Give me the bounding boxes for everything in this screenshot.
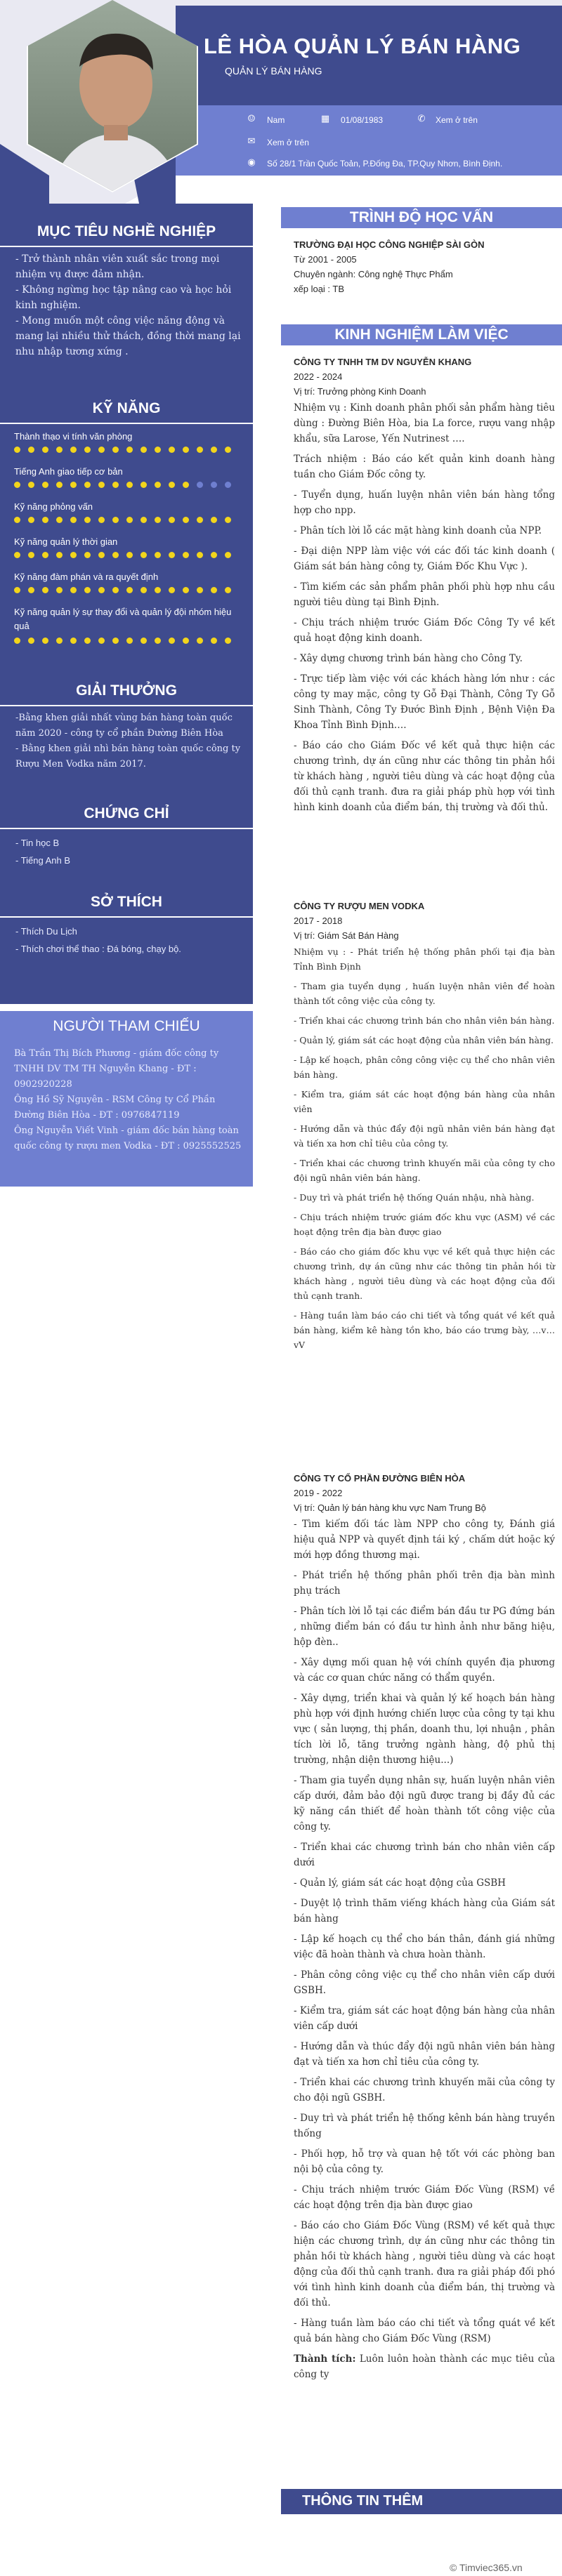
skill-dot bbox=[56, 587, 63, 593]
divider bbox=[0, 828, 253, 829]
job-position: Vị trí: Quản lý bán hàng khu vực Nam Trung Bộ bbox=[294, 1502, 486, 1513]
hobbies-title: SỞ THÍCH bbox=[91, 894, 162, 910]
skill-dot bbox=[197, 517, 203, 523]
job-duty-line: - Lập kế hoạch, phân công công việc cụ thể cho nhân viên bán hàng. bbox=[294, 1055, 555, 1080]
skill-dot bbox=[197, 482, 203, 488]
skill-dot bbox=[169, 638, 175, 644]
skill-dot bbox=[42, 638, 48, 644]
skill-dot bbox=[140, 552, 147, 558]
job-duty-line: - Quản lý, giám sát các hoạt động của GSBH bbox=[294, 1877, 506, 1889]
references-title: NGƯỜI THAM CHIẾU bbox=[53, 1018, 200, 1034]
skill-label: Kỹ năng đàm phán và ra quyết định bbox=[14, 572, 159, 582]
skill-dot bbox=[155, 552, 161, 558]
skill-dot bbox=[112, 638, 119, 644]
skill-dot bbox=[126, 482, 133, 488]
extra-title: THÔNG TIN THÊM bbox=[302, 2493, 424, 2509]
skills-title: KỸ NĂNG bbox=[92, 400, 161, 416]
skill-dot bbox=[225, 482, 231, 488]
skill-dot bbox=[140, 638, 147, 644]
skill-dot bbox=[225, 638, 231, 644]
certificate-line: - Tin học B bbox=[15, 838, 60, 848]
job-block bbox=[294, 355, 555, 820]
skill-dot bbox=[183, 587, 189, 593]
skill-dot bbox=[84, 552, 91, 558]
skill-dot bbox=[56, 638, 63, 644]
job-company: CÔNG TY CỔ PHẦN ĐƯỜNG BIÊN HÒA bbox=[294, 1473, 466, 1484]
job-duty-line: - Duy trì và phát triển hệ thống kênh bán hàng truyền thống bbox=[294, 2113, 555, 2139]
objective-line: - Trở thành nhân viên xuất sắc trong mọi nhiệm vụ được đảm nhận. bbox=[15, 253, 220, 280]
skill-dot bbox=[28, 552, 34, 558]
skill-label: Kỹ năng quản lý thời gian bbox=[14, 536, 118, 547]
job-duty-line: - Phân tích lời lỗ tại các điểm bán đầu tư PG đứng bán , những điểm bán có đầu tư hình ảnh như băng hiệu, hộp đèn.. bbox=[294, 1606, 555, 1648]
skill-label: Thành thạo vi tính văn phòng bbox=[14, 431, 133, 442]
job-duty-line: - Hàng tuần làm báo cáo chi tiết và tổng quát về kết quả bán hàng, kiểm kê hàng tồn kho, báo cáo trưng bày, …v…vV bbox=[294, 1310, 555, 1350]
job-duty-line: - Báo cáo cho Giám Đốc về kết quả thực hiện các chương trình, dự án cũng như các thông tin phản hồi từ khách hàng , người tiêu dùng và các hoạt động của đối thủ cạnh tranh. đưa ra giải pháp phù hợp với tình hình kinh doanh của điểm bán, thị trường và đối thủ. bbox=[294, 740, 555, 813]
skill-dot bbox=[225, 587, 231, 593]
skill-rating bbox=[14, 587, 246, 594]
skill-dot bbox=[169, 517, 175, 523]
skill-dot bbox=[126, 517, 133, 523]
skill-dot bbox=[56, 447, 63, 453]
avatar bbox=[21, 0, 204, 197]
objective-title: MỤC TIÊU NGHỀ NGHIỆP bbox=[37, 223, 216, 239]
job-duties bbox=[294, 400, 555, 815]
job-duty-line: Nhiệm vụ : - Phát triển hệ thống phân phối tại địa bàn Tỉnh Bình Định bbox=[294, 946, 555, 972]
skill-dot bbox=[56, 552, 63, 558]
job-duty-line: - Phát triển hệ thống phân phối trên địa bàn mình phụ trách bbox=[294, 1570, 555, 1597]
hobby-line: - Thích Du Lịch bbox=[15, 926, 77, 937]
reference-line: Bà Trần Thị Bích Phương - giám đốc công ty TNHH DV TM TH Nguyễn Khang - ĐT : 0902920228 bbox=[14, 1048, 219, 1090]
reference-line: Ông Nguyễn Viết Vinh - giám đốc bán hàng toàn quốc công ty rượu men Vodka - ĐT : 0925552525 bbox=[14, 1125, 242, 1151]
candidate-role: QUẢN LÝ BÁN HÀNG bbox=[225, 65, 322, 77]
skill-dot bbox=[70, 447, 77, 453]
skill-dot bbox=[14, 552, 20, 558]
skill-dot bbox=[140, 517, 147, 523]
skill-dot bbox=[84, 482, 91, 488]
job-duty-line: - Hướng dẫn và thúc đẩy đội ngũ nhân viên bán hàng đạt và tiến xa hơn chỉ tiêu của công ty. bbox=[294, 2041, 555, 2068]
left-column bbox=[0, 204, 253, 2576]
skill-dot bbox=[70, 638, 77, 644]
skill-dot bbox=[98, 517, 105, 523]
skill-dot bbox=[211, 587, 217, 593]
award-line: - Bằng khen giải nhì bán hàng toàn quốc công ty Rượu Men Vodka năm 2017. bbox=[15, 744, 241, 770]
education-grade: xếp loại : TB bbox=[294, 284, 345, 294]
skill-dot bbox=[169, 552, 175, 558]
skill-dot bbox=[84, 517, 91, 523]
skill-dot bbox=[112, 482, 119, 488]
job-duty-line: - Tìm kiếm các sản phẩm phân phối phù hợp nhu cầu người tiêu dùng tại Bình Định. bbox=[294, 581, 555, 608]
skill-dot bbox=[98, 587, 105, 593]
job-duty-line: - Hướng dẫn và thúc đẩy đội ngũ nhân viên bán hàng đạt và tiến xa hơn chỉ tiêu của công ty. bbox=[294, 1123, 555, 1149]
skill-dot bbox=[14, 517, 20, 523]
job-period: 2019 - 2022 bbox=[294, 1488, 343, 1498]
education-period: Từ 2001 - 2005 bbox=[294, 254, 357, 265]
skill-dot bbox=[126, 447, 133, 453]
skill-dot bbox=[155, 447, 161, 453]
skill-dot bbox=[155, 638, 161, 644]
skill-dot bbox=[112, 447, 119, 453]
job-duty-line: - Quản lý, giám sát các hoạt động của nhân viên bán hàng. bbox=[294, 1035, 554, 1045]
award-line: -Bằng khen giải nhất vùng bán hàng toàn quốc năm 2020 - công ty cổ phần Đường Biên Hòa bbox=[15, 713, 233, 739]
job-duty-line: - Tuyển dụng, huấn luyện nhân viên bán hàng tổng hợp cho npp. bbox=[294, 489, 555, 516]
skill-dot bbox=[225, 447, 231, 453]
gender-value: Nam bbox=[267, 115, 285, 125]
skill-dot bbox=[126, 552, 133, 558]
achievement bbox=[294, 2351, 555, 2382]
education-title: TRÌNH ĐỘ HỌC VẤN bbox=[349, 209, 494, 225]
job-duty-line: - Phân công công việc cụ thể cho nhân viên cấp dưới GSBH. bbox=[294, 1969, 555, 1996]
skill-dot bbox=[126, 638, 133, 644]
job-duty-line: - Kiểm tra, giám sát các hoạt động bán hàng của nhân viên cấp dưới bbox=[294, 2005, 555, 2032]
skill-rating bbox=[14, 638, 246, 645]
school-name: TRƯỜNG ĐẠI HỌC CÔNG NGHIỆP SÀI GÒN bbox=[294, 239, 485, 250]
skill-dot bbox=[42, 447, 48, 453]
job-duty-line: - Xây dựng, triển khai và quản lý kế hoạch bán hàng phù hợp với định hướng chiến lược của công ty tại khu vực ( sản lượng, thị phần, doanh thu, lợi nhuận , phân tích lời lỗ, tăng trưởng ngành hàng, độ phủ thị trường, nhận diện thương hiệu...) bbox=[294, 1693, 555, 1766]
certificates-text bbox=[15, 834, 242, 869]
skill-dot bbox=[197, 638, 203, 644]
job-duty-line: - Tham gia tuyển dụng , huấn luyện nhân viên để hoàn thành tốt công việc của công ty. bbox=[294, 981, 555, 1006]
candidate-name: LÊ HÒA QUẢN LÝ BÁN HÀNG bbox=[204, 34, 521, 58]
skill-dot bbox=[155, 517, 161, 523]
skill-dot bbox=[225, 552, 231, 558]
skill-label: Tiếng Anh giao tiếp cơ bản bbox=[14, 466, 123, 477]
job-duty-line: - Xây dựng chương trình bán hàng cho Công Ty. bbox=[294, 653, 523, 664]
skill-dot bbox=[112, 552, 119, 558]
skill-dot bbox=[70, 587, 77, 593]
skill-dot bbox=[155, 587, 161, 593]
user-icon: ☺ bbox=[247, 114, 256, 124]
skill-dot bbox=[70, 552, 77, 558]
job-duty-line: - Kiểm tra, giám sát các hoạt động bán hàng của nhân viên bbox=[294, 1089, 555, 1114]
job-duties bbox=[294, 944, 555, 1352]
skill-dot bbox=[211, 447, 217, 453]
skill-dot bbox=[56, 482, 63, 488]
job-duty-line: - Triển khai các chương trình bán cho nhân viên cấp dưới bbox=[294, 1842, 555, 1868]
job-duty-line: - Triển khai các chương trình bán cho nhân viên bán hàng. bbox=[294, 1015, 555, 1026]
skill-dot bbox=[211, 517, 217, 523]
achievement-text: Luôn luôn hoàn thành các mục tiêu của công ty bbox=[294, 2353, 556, 2380]
skill-dot bbox=[42, 482, 48, 488]
job-period: 2017 - 2018 bbox=[294, 916, 343, 926]
job-company: CÔNG TY TNHH TM DV NGUYỄN KHANG bbox=[294, 357, 472, 367]
job-duty-line: - Triển khai các chương trình khuyến mãi của công ty cho đội ngũ GSBH. bbox=[294, 2077, 555, 2103]
certificate-line: - Tiếng Anh B bbox=[15, 855, 71, 866]
job-duty-line: - Tham gia tuyển dụng nhân sự, huấn luyện nhân viên cấp dưới, đảm bảo đội ngũ được trang bị đầy đủ các kỹ năng cần thiết để hoàn thành tốt công việc của công ty. bbox=[294, 1775, 555, 1832]
skill-rating bbox=[14, 552, 246, 559]
job-duty-line: - Chịu trách nhiệm trước giám đốc khu vực (ASM) về các hoạt động trên địa bàn được giao bbox=[294, 1212, 555, 1237]
job-duty-line: - Đại diện NPP làm việc với các đối tác kinh doanh ( Giám sát bán hàng công ty, Giám Đốc Khu Vực ). bbox=[294, 546, 555, 572]
skill-label: Kỹ năng phỏng vấn bbox=[14, 501, 93, 512]
job-duty-line: - Báo cáo cho giám đốc khu vực về kết quả thực hiện các chương trình, dự án cũng như các thông tin phản hồi từ khách hàng , người tiêu dùng và các hoạt động của đối thủ cạnh tranh. bbox=[294, 1246, 555, 1301]
job-block bbox=[294, 899, 555, 1357]
footer-credit: © Timviec365.vn bbox=[450, 2562, 523, 2573]
job-duty-line: - Chịu trách nhiệm trước Giám Đốc Vùng (RSM) về các hoạt động trên địa bàn được giao bbox=[294, 2184, 555, 2211]
skill-dot bbox=[98, 552, 105, 558]
skill-dot bbox=[42, 587, 48, 593]
skill-rating bbox=[14, 517, 246, 524]
skill-dot bbox=[98, 447, 105, 453]
skill-dot bbox=[98, 482, 105, 488]
skill-dot bbox=[169, 447, 175, 453]
awards-text bbox=[15, 711, 242, 772]
birthday-value: 01/08/1983 bbox=[341, 115, 384, 125]
job-duty-line: Trách nhiệm : Báo cáo kết quản kinh doanh hàng tuần cho Giám Đốc công ty. bbox=[294, 454, 555, 480]
skill-dot bbox=[155, 482, 161, 488]
education-major: Chuyên ngành: Công nghệ Thực Phẩm bbox=[294, 269, 453, 279]
divider bbox=[0, 916, 253, 918]
skill-dot bbox=[42, 517, 48, 523]
job-duties bbox=[294, 1517, 555, 2346]
job-duty-line: - Báo cáo cho Giám Đốc Vùng (RSM) về kết quả thực hiện các chương trình, dự án cũng như các thông tin phản hồi từ khách hàng , người tiêu dùng và các hoạt động của đối thủ cạnh tranh. đưa ra giải pháp đối phó với tình hình kinh doanh của điểm bán, thị trường và đối thủ. bbox=[294, 2220, 555, 2309]
skill-dot bbox=[183, 517, 189, 523]
skill-rating bbox=[14, 447, 246, 454]
skill-dot bbox=[28, 447, 34, 453]
skill-dot bbox=[28, 482, 34, 488]
divider bbox=[0, 246, 253, 247]
job-duty-line: - Lập kế hoạch cụ thể cho bán thân, đánh giá những việc đã hoàn thành và chưa hoàn thành. bbox=[294, 1934, 555, 1960]
skill-dot bbox=[197, 447, 203, 453]
skill-dot bbox=[183, 638, 189, 644]
skill-dot bbox=[70, 482, 77, 488]
references-text bbox=[14, 1046, 246, 1154]
skill-dot bbox=[14, 638, 20, 644]
header bbox=[0, 0, 562, 204]
skill-dot bbox=[84, 447, 91, 453]
skill-dot bbox=[225, 517, 231, 523]
skill-dot bbox=[14, 587, 20, 593]
job-duty-line: - Hàng tuần làm báo cáo chi tiết và tổng quát về kết quả bán hàng cho Giám Đốc Vùng (RSM) bbox=[294, 2318, 555, 2344]
job-duty-line: - Chịu trách nhiệm trước Giám Đốc Công Ty về kết quả hoạt động kinh doanh. bbox=[294, 617, 555, 644]
job-block bbox=[294, 1471, 555, 2387]
skill-dot bbox=[112, 517, 119, 523]
skill-dot bbox=[169, 587, 175, 593]
email-icon: ✉ bbox=[247, 136, 256, 147]
objective-line: - Không ngừng học tập nâng cao và học hỏi kinh nghiệm. bbox=[15, 284, 232, 311]
skill-label: Kỹ năng quản lý sự thay đổi và quản lý đội nhóm hiệu quả bbox=[14, 607, 232, 631]
skill-dot bbox=[140, 587, 147, 593]
job-duty-line: - Phân tích lời lỗ các mặt hàng kinh doanh của NPP. bbox=[294, 525, 542, 536]
skill-dot bbox=[14, 482, 20, 488]
location-icon: ◉ bbox=[247, 157, 256, 168]
skill-dot bbox=[211, 552, 217, 558]
achievement-label: Thành tích: bbox=[294, 2353, 356, 2365]
skill-dot bbox=[84, 638, 91, 644]
skill-dot bbox=[84, 587, 91, 593]
skill-dot bbox=[126, 587, 133, 593]
job-duty-line: - Duy trì và phát triển hệ thống Quán nhậu, nhà hàng. bbox=[294, 1192, 535, 1203]
skill-dot bbox=[112, 587, 119, 593]
job-company: CÔNG TY RƯỢU MEN VODKA bbox=[294, 901, 425, 911]
experience-title: KINH NGHIỆM LÀM VIỆC bbox=[334, 326, 509, 343]
skill-dot bbox=[183, 447, 189, 453]
skill-dot bbox=[211, 482, 217, 488]
objective-line: - Mong muốn một công việc năng động và mang lại nhiều thử thách, đồng thời mang lại nhu nhập tương xứng . bbox=[15, 315, 241, 357]
skill-dot bbox=[211, 638, 217, 644]
job-duty-line: Nhiệm vụ : Kinh doanh phân phối sản phẩm hàng tiêu dùng : Đường Biên Hòa, bia La force, rượu vang nhập khẩu, sữa Larose, Yến Nutrinest …. bbox=[294, 402, 555, 444]
skill-dot bbox=[140, 447, 147, 453]
divider bbox=[0, 423, 253, 424]
job-duty-line: - Xây dựng mối quan hệ với chính quyền địa phương và các cơ quan chức năng có thẩm quyền. bbox=[294, 1657, 555, 1684]
job-duty-line: - Triển khai các chương trình khuyến mãi của công ty cho đội ngũ nhân viên bán hàng. bbox=[294, 1158, 555, 1183]
hobby-line: - Thích chơi thể thao : Đá bóng, chạy bộ. bbox=[15, 944, 181, 954]
skill-dot bbox=[183, 552, 189, 558]
address-value: Số 28/1 Trần Quốc Toản, P.Đống Đa, TP.Quy Nhơn, Bình Định. bbox=[267, 159, 503, 169]
skill-dot bbox=[56, 517, 63, 523]
objective-text bbox=[15, 251, 242, 359]
job-duty-line: - Trực tiếp làm việc với các khách hàng lớn như : các công ty may mặc, công ty Gỗ Đại Thành, Công Ty Gỗ Sinh Thành, Công Ty Đước Bình Định , Bệnh Viện Đa Khoa Tỉnh Bình Định…. bbox=[294, 673, 555, 731]
awards-title: GIẢI THƯỞNG bbox=[76, 682, 177, 699]
skill-dot bbox=[197, 552, 203, 558]
skill-dot bbox=[140, 482, 147, 488]
skill-dot bbox=[183, 482, 189, 488]
job-duty-line: - Tìm kiếm đối tác làm NPP cho công ty, Đánh giá hiệu quả NPP và quyết định tái ký , chấm dứt hoặc ký mới hợp đồng thương mại. bbox=[294, 1519, 555, 1561]
skill-dot bbox=[28, 638, 34, 644]
skill-dot bbox=[14, 447, 20, 453]
skill-dot bbox=[98, 638, 105, 644]
education-block bbox=[294, 237, 555, 296]
skill-dot bbox=[28, 587, 34, 593]
calendar-icon: ▦ bbox=[320, 114, 330, 124]
skill-dot bbox=[42, 552, 48, 558]
skill-dot bbox=[70, 517, 77, 523]
hobbies-text bbox=[15, 923, 242, 958]
certificates-title: CHỨNG CHỈ bbox=[84, 805, 169, 821]
email-value: Xem ở trên bbox=[267, 138, 309, 147]
phone-icon: ✆ bbox=[417, 114, 426, 124]
skill-dot bbox=[197, 587, 203, 593]
skill-dot bbox=[28, 517, 34, 523]
job-position: Vị trí: Trưởng phòng Kinh Doanh bbox=[294, 386, 426, 397]
job-period: 2022 - 2024 bbox=[294, 371, 343, 382]
skill-rating bbox=[14, 482, 246, 489]
skill-dot bbox=[169, 482, 175, 488]
job-position: Vị trí: Giám Sát Bán Hàng bbox=[294, 930, 399, 941]
reference-line: Ông Hồ Sỹ Nguyên - RSM Công ty Cổ Phần Đường Biên Hòa - ĐT : 0976847119 bbox=[14, 1095, 216, 1121]
phone-value: Xem ở trên bbox=[436, 115, 478, 125]
divider bbox=[0, 705, 253, 706]
job-duty-line: - Duyệt lộ trình thăm viếng khách hàng của Giám sát bán hàng bbox=[294, 1898, 555, 1924]
job-duty-line: - Phối hợp, hỗ trợ và quan hệ tốt với các phòng ban nội bộ của công ty. bbox=[294, 2148, 555, 2175]
